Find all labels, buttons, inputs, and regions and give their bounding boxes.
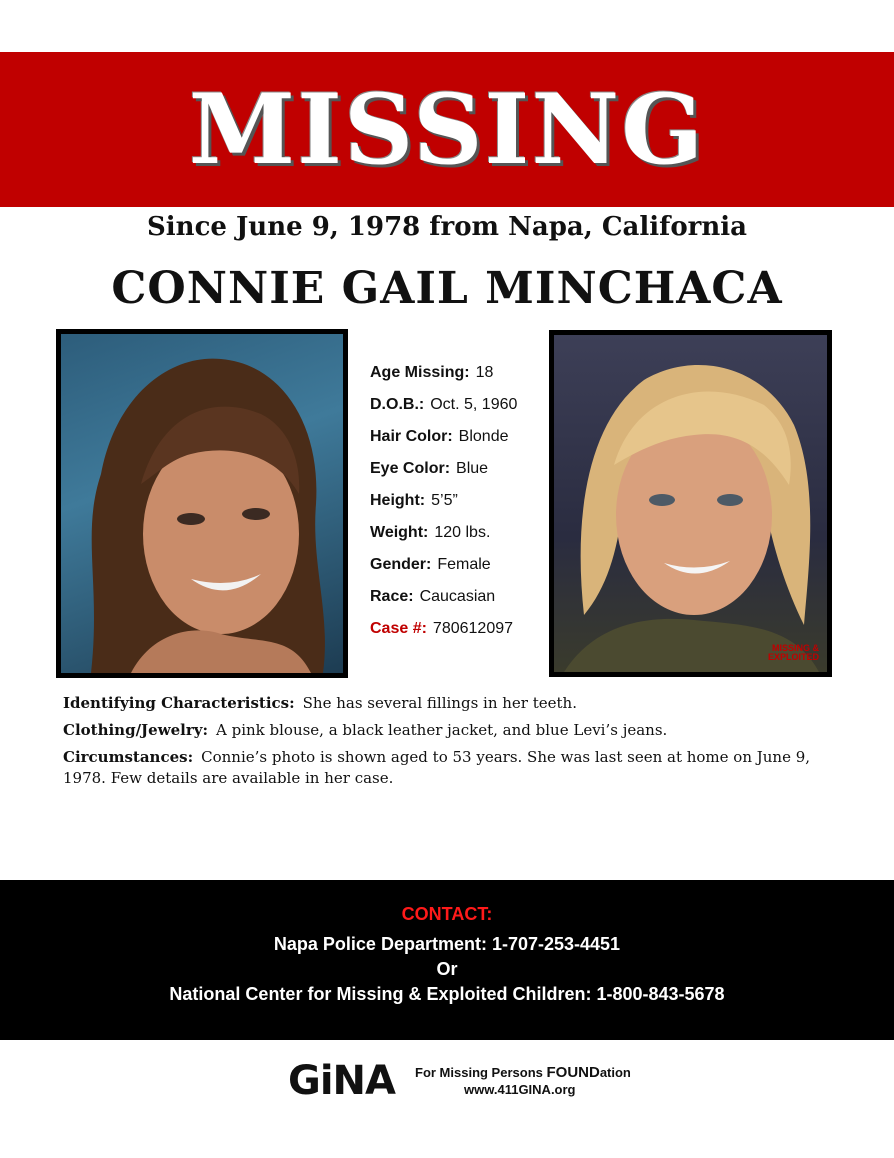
circumstances: Circumstances: Connie’s photo is shown aged to 53 years. She was last seen at home on June 9, 1978. Few details are available in her case.	[63, 748, 811, 787]
photo-original	[56, 329, 348, 678]
identifying-characteristics: Identifying Characteristics: She has several fillings in her teeth.	[63, 694, 577, 712]
detail-hair-color: Hair Color: Blonde	[370, 428, 509, 445]
missing-title: MISSING	[188, 73, 706, 186]
detail-dob: D.O.B.: Oct. 5, 1960	[370, 396, 518, 413]
detail-height: Height: 5’5”	[370, 492, 458, 509]
missing-person-name: CONNIE GAIL MINCHACA	[111, 263, 783, 314]
contact-heading: CONTACT:	[401, 904, 493, 924]
description-block	[63, 693, 843, 795]
detail-weight: Weight: 120 lbs.	[370, 524, 491, 541]
contact-police: Napa Police Department: 1-707-253-4451	[273, 934, 621, 954]
detail-eye-color: Eye Color: Blue	[370, 460, 489, 477]
detail-age-missing: Age Missing: 18	[370, 364, 494, 381]
detail-race: Race: Caucasian	[370, 588, 496, 605]
contact-ncmec: National Center for Missing & Exploited Children: 1-800-843-5678	[169, 984, 725, 1004]
photo-age-progressed	[549, 330, 832, 677]
gina-logo	[288, 1058, 631, 1108]
gina-url: www.411GINA.org	[464, 1082, 576, 1097]
contact-panel	[0, 880, 894, 1040]
detail-gender: Gender: Female	[370, 556, 491, 573]
gina-logo-word: GiNA	[288, 1058, 395, 1104]
contact-or: Or	[436, 959, 458, 979]
ncmec-watermark: MISSING & EXPLOITED	[767, 643, 819, 662]
gina-tagline: For Missing Persons FOUNDation	[415, 1064, 631, 1081]
details-list	[370, 358, 540, 646]
missing-since-line: Since June 9, 1978 from Napa, California	[147, 212, 747, 242]
detail-case-number: Case #: 780612097	[370, 620, 514, 637]
clothing-jewelry: Clothing/Jewelry: A pink blouse, a black leather jacket, and blue Levi’s jeans.	[63, 721, 668, 739]
